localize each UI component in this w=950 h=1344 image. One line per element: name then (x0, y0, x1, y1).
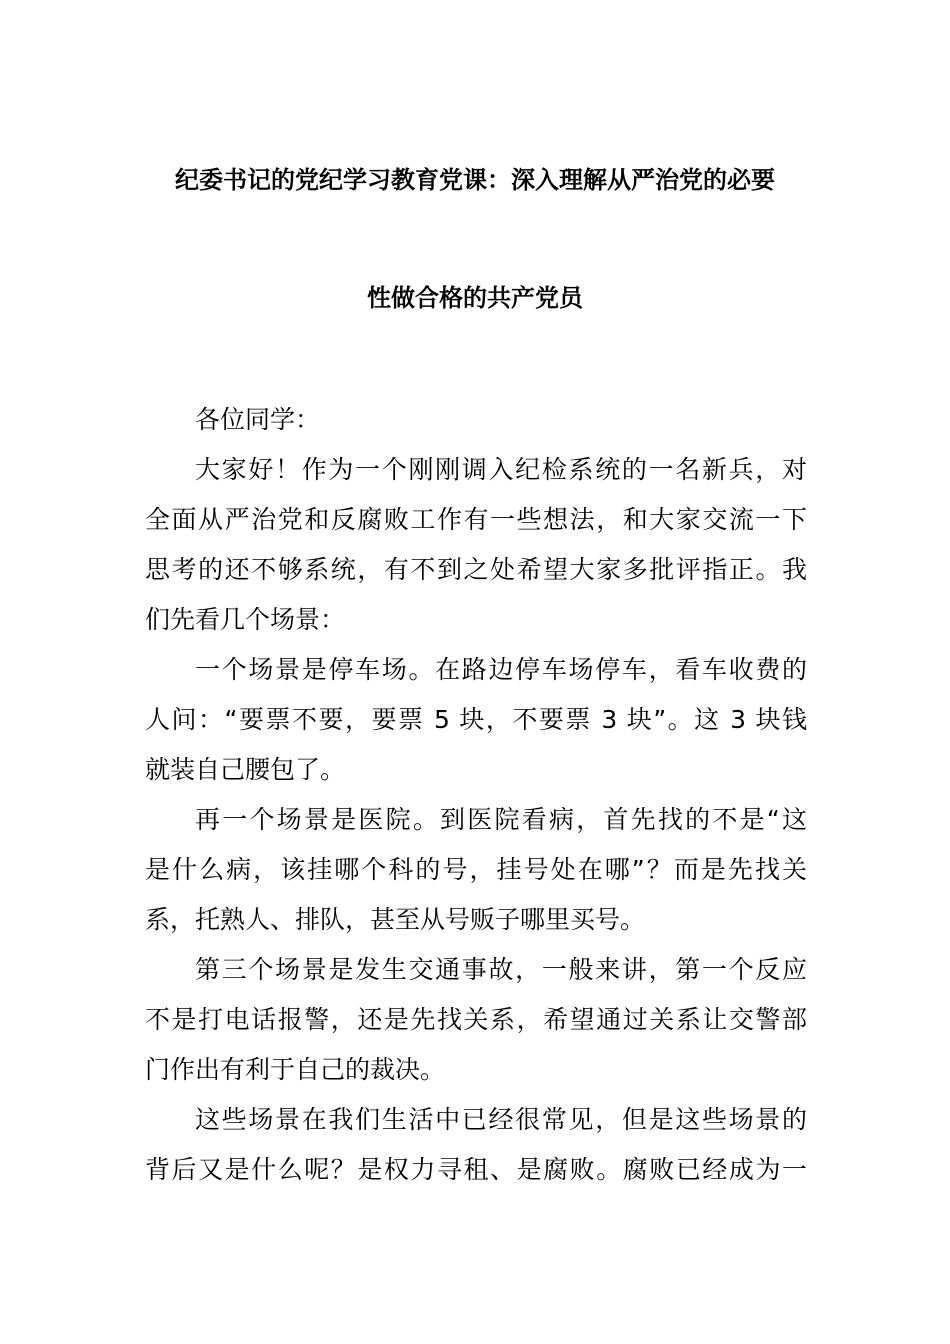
paragraph (145, 645, 807, 795)
paragraph-line: 人问：“要票不要，要票 5 块，不要票 3 块”。这 3 块钱 (145, 705, 807, 734)
paragraph-line: 全面从严治党和反腐败工作有一些想法，和大家交流一下 (145, 505, 807, 534)
paragraph-line: 门作出有利于自己的裁决。 (145, 1055, 446, 1084)
document-title-line-2: 性做合格的共产党员 (367, 284, 583, 312)
paragraph (145, 395, 807, 445)
paragraph-line: 再一个场景是医院。到医院看病，首先找的不是“这 (195, 805, 807, 834)
paragraph (145, 445, 807, 645)
paragraph-line: 背后又是什么呢？是权力寻租、是腐败。腐败已经成为一 (145, 1155, 807, 1184)
paragraph (145, 1095, 807, 1195)
paragraph-line: 就装自己腰包了。 (145, 755, 346, 784)
document-body (145, 395, 807, 1195)
paragraph-line: 一个场景是停车场。在路边停车场停车，看车收费的 (195, 655, 807, 684)
paragraph (145, 795, 807, 945)
document-title-line-1: 纪委书记的党纪学习教育党课：深入理解从严治党的必要 (175, 166, 775, 194)
paragraph-line: 不是打电话报警，还是先找关系，希望通过关系让交警部 (145, 1005, 807, 1034)
paragraph-line: 大家好！作为一个刚刚调入纪检系统的一名新兵，对 (195, 455, 807, 484)
paragraph (145, 945, 807, 1095)
paragraph-line: 各位同学： (195, 405, 321, 434)
paragraph-line: 第三个场景是发生交通事故，一般来讲，第一个反应 (195, 955, 807, 984)
paragraph-line: 思考的还不够系统，有不到之处希望大家多批评指正。我 (145, 555, 807, 584)
paragraph-line: 这些场景在我们生活中已经很常见，但是这些场景的 (195, 1105, 807, 1134)
paragraph-line: 系，托熟人、排队，甚至从号贩子哪里买号。 (145, 905, 646, 934)
paragraph-line: 是什么病，该挂哪个科的号，挂号处在哪”？而是先找关 (145, 855, 807, 884)
paragraph-line: 们先看几个场景： (145, 605, 346, 634)
